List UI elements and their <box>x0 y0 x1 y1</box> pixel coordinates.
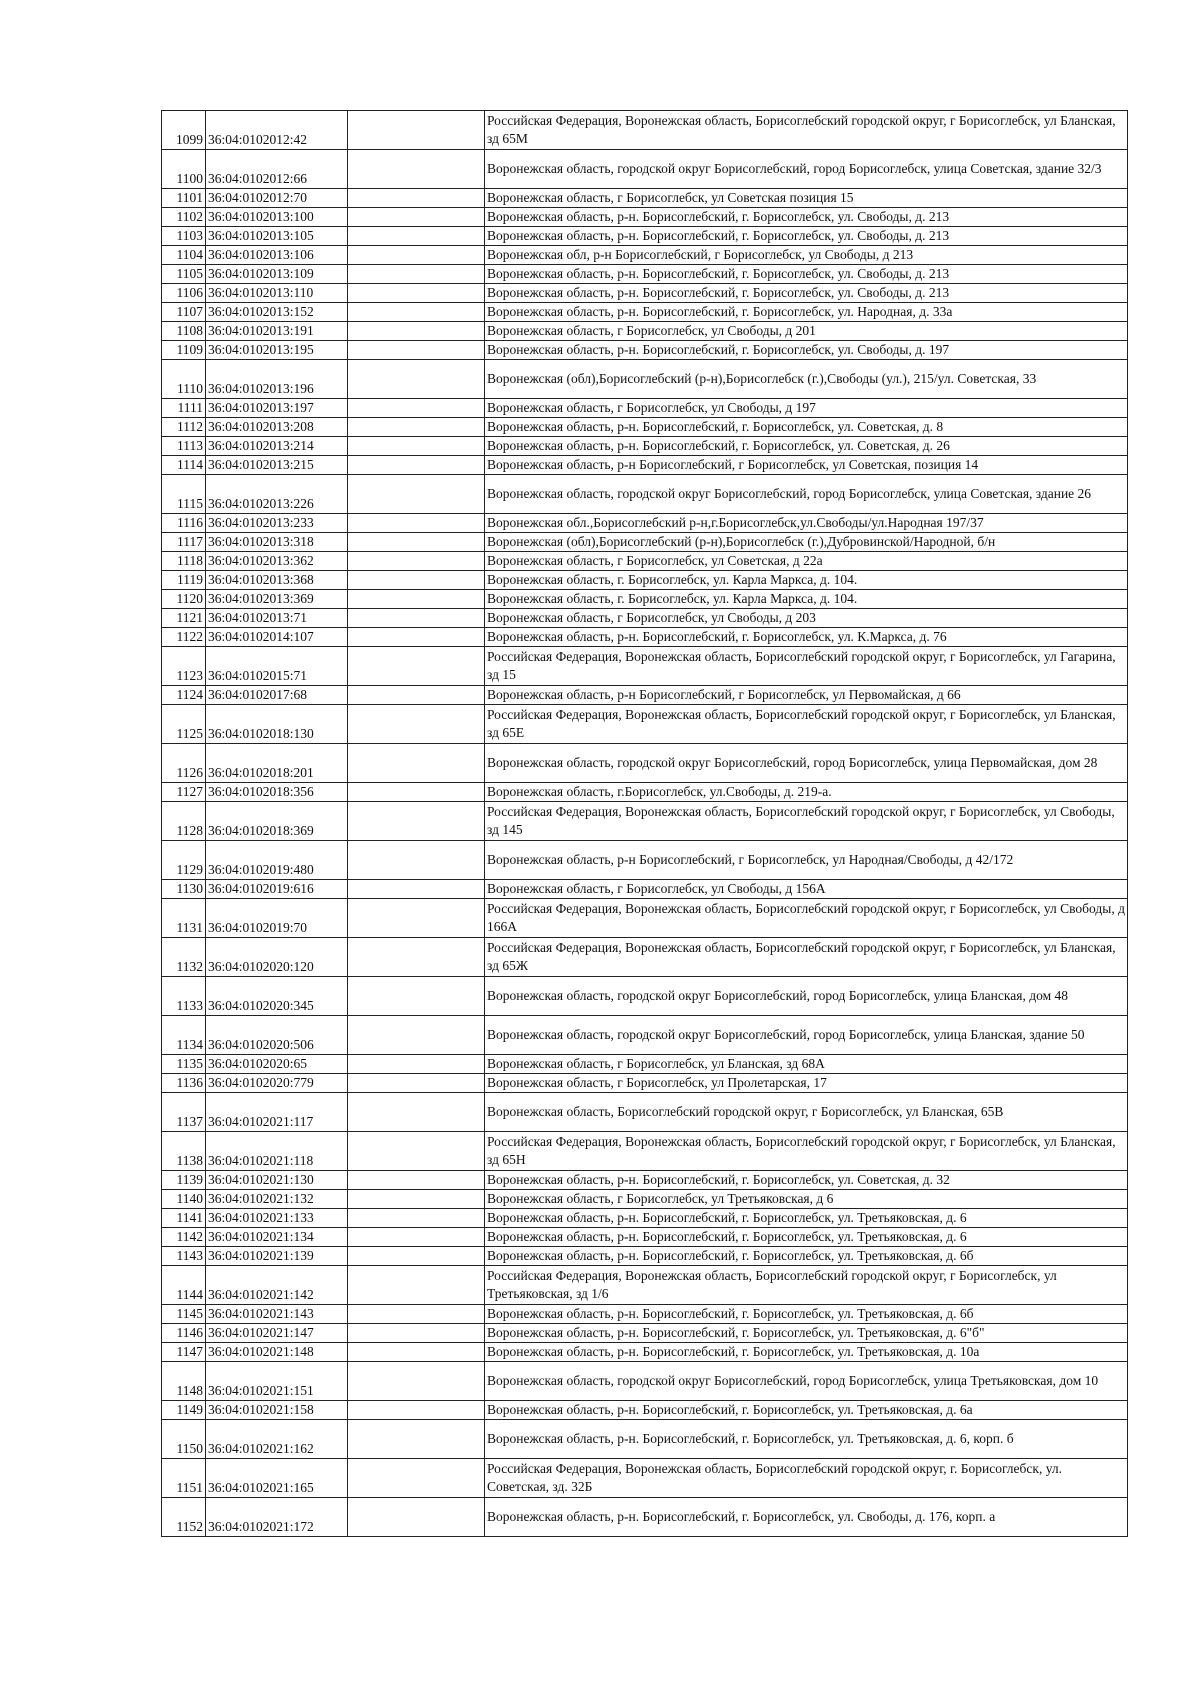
table-row <box>162 399 1128 418</box>
table-row <box>162 1459 1128 1498</box>
cadastral-number-cell: 36:04:0102020:120 <box>206 938 348 977</box>
cadastral-number-cell: 36:04:0102021:134 <box>206 1228 348 1247</box>
empty-cell <box>348 686 485 705</box>
empty-cell <box>348 880 485 899</box>
table-row <box>162 977 1128 1016</box>
table-row <box>162 456 1128 475</box>
cadastral-number-cell: 36:04:0102020:506 <box>206 1016 348 1055</box>
table-row <box>162 475 1128 514</box>
address-cell: Воронежская область, р-н. Борисоглебский, г. Борисоглебск, ул. Третьяковская, д. 6 <box>485 1209 1128 1228</box>
address-cell: Российская Федерация, Воронежская область, Борисоглебский городской округ, г Борисоглебск, ул Бланская, зд 65Н <box>485 1132 1128 1171</box>
cadastral-number-cell: 36:04:0102013:318 <box>206 533 348 552</box>
address-cell: Воронежская область, р-н Борисоглебский, г Борисоглебск, ул Первомайская, д 66 <box>485 686 1128 705</box>
empty-cell <box>348 1016 485 1055</box>
address-cell: Воронежская область, г. Борисоглебск, ул. Карла Маркса, д. 104. <box>485 571 1128 590</box>
table-row <box>162 284 1128 303</box>
empty-cell <box>348 552 485 571</box>
address-cell: Воронежская область, г Борисоглебск, ул Советская, д 22а <box>485 552 1128 571</box>
table-row <box>162 783 1128 802</box>
cadastral-number-cell: 36:04:0102013:105 <box>206 227 348 246</box>
cadastral-number-cell: 36:04:0102021:118 <box>206 1132 348 1171</box>
row-number-cell: 1116 <box>162 514 206 533</box>
address-cell: Воронежская область, г Борисоглебск, ул Третьяковская, д 6 <box>485 1190 1128 1209</box>
address-cell: Воронежская область, г.Борисоглебск, ул.Свободы, д. 219-а. <box>485 783 1128 802</box>
row-number-cell: 1147 <box>162 1343 206 1362</box>
empty-cell <box>348 1055 485 1074</box>
address-cell: Воронежская область, р-н. Борисоглебский, г. Борисоглебск, ул. Свободы, д. 197 <box>485 341 1128 360</box>
registry-table-body <box>162 111 1128 1537</box>
address-cell: Воронежская область, г Борисоглебск, ул Свободы, д 156А <box>485 880 1128 899</box>
empty-cell <box>348 783 485 802</box>
empty-cell <box>348 360 485 399</box>
cadastral-number-cell: 36:04:0102021:133 <box>206 1209 348 1228</box>
table-row <box>162 899 1128 938</box>
cadastral-number-cell: 36:04:0102018:369 <box>206 802 348 841</box>
empty-cell <box>348 1266 485 1305</box>
cadastral-number-cell: 36:04:0102018:201 <box>206 744 348 783</box>
row-number-cell: 1128 <box>162 802 206 841</box>
empty-cell <box>348 571 485 590</box>
cadastral-number-cell: 36:04:0102021:139 <box>206 1247 348 1266</box>
table-row <box>162 1016 1128 1055</box>
empty-cell <box>348 609 485 628</box>
row-number-cell: 1101 <box>162 189 206 208</box>
table-row <box>162 1074 1128 1093</box>
cadastral-number-cell: 36:04:0102012:66 <box>206 150 348 189</box>
empty-cell <box>348 533 485 552</box>
empty-cell <box>348 1420 485 1459</box>
address-cell: Российская Федерация, Воронежская область, Борисоглебский городской округ, г Борисоглебск, ул Бланская, зд 65М <box>485 111 1128 150</box>
table-row <box>162 647 1128 686</box>
cadastral-number-cell: 36:04:0102021:143 <box>206 1305 348 1324</box>
empty-cell <box>348 1459 485 1498</box>
row-number-cell: 1132 <box>162 938 206 977</box>
row-number-cell: 1115 <box>162 475 206 514</box>
row-number-cell: 1141 <box>162 1209 206 1228</box>
address-cell: Российская Федерация, Воронежская область, Борисоглебский городской округ, г Борисоглебск, ул Бланская, зд 65Е <box>485 705 1128 744</box>
cadastral-number-cell: 36:04:0102018:130 <box>206 705 348 744</box>
address-cell: Воронежская область, г Борисоглебск, ул Пролетарская, 17 <box>485 1074 1128 1093</box>
empty-cell <box>348 1074 485 1093</box>
table-row <box>162 246 1128 265</box>
empty-cell <box>348 899 485 938</box>
table-row <box>162 437 1128 456</box>
cadastral-number-cell: 36:04:0102013:362 <box>206 552 348 571</box>
row-number-cell: 1133 <box>162 977 206 1016</box>
address-cell: Воронежская область, р-н. Борисоглебский, г. Борисоглебск, ул. К.Маркса, д. 76 <box>485 628 1128 647</box>
address-cell: Воронежская область, городской округ Борисоглебский, город Борисоглебск, улица Советская, здание 32/3 <box>485 150 1128 189</box>
cadastral-number-cell: 36:04:0102021:172 <box>206 1498 348 1537</box>
table-row <box>162 303 1128 322</box>
address-cell: Воронежская область, городской округ Борисоглебский, город Борисоглебск, улица Третьяковская, дом 10 <box>485 1362 1128 1401</box>
empty-cell <box>348 744 485 783</box>
empty-cell <box>348 1324 485 1343</box>
cadastral-number-cell: 36:04:0102013:208 <box>206 418 348 437</box>
empty-cell <box>348 1132 485 1171</box>
row-number-cell: 1140 <box>162 1190 206 1209</box>
row-number-cell: 1130 <box>162 880 206 899</box>
row-number-cell: 1135 <box>162 1055 206 1074</box>
address-cell: Воронежская область, р-н. Борисоглебский, г. Борисоглебск, ул. Свободы, д. 176, корп. а <box>485 1498 1128 1537</box>
address-cell: Воронежская область, р-н. Борисоглебский, г. Борисоглебск, ул. Свободы, д. 213 <box>485 265 1128 284</box>
address-cell: Воронежская область, г Борисоглебск, ул Свободы, д 197 <box>485 399 1128 418</box>
empty-cell <box>348 1343 485 1362</box>
cadastral-number-cell: 36:04:0102013:191 <box>206 322 348 341</box>
empty-cell <box>348 418 485 437</box>
empty-cell <box>348 1247 485 1266</box>
empty-cell <box>348 246 485 265</box>
table-row <box>162 590 1128 609</box>
row-number-cell: 1121 <box>162 609 206 628</box>
cadastral-number-cell: 36:04:0102013:214 <box>206 437 348 456</box>
address-cell: Воронежская область, р-н. Борисоглебский, г. Борисоглебск, ул. Свободы, д. 213 <box>485 227 1128 246</box>
empty-cell <box>348 938 485 977</box>
row-number-cell: 1112 <box>162 418 206 437</box>
row-number-cell: 1127 <box>162 783 206 802</box>
empty-cell <box>348 802 485 841</box>
address-cell: Воронежская область, р-н. Борисоглебский, г. Борисоглебск, ул. Советская, д. 32 <box>485 1171 1128 1190</box>
cadastral-number-cell: 36:04:0102013:368 <box>206 571 348 590</box>
address-cell: Воронежская область, р-н. Борисоглебский, г. Борисоглебск, ул. Советская, д. 8 <box>485 418 1128 437</box>
address-cell: Воронежская область, р-н. Борисоглебский, г. Борисоглебск, ул. Свободы, д. 213 <box>485 284 1128 303</box>
row-number-cell: 1114 <box>162 456 206 475</box>
table-row <box>162 1228 1128 1247</box>
address-cell: Российская Федерация, Воронежская область, Борисоглебский городской округ, г Борисоглебск, ул Свободы, зд 145 <box>485 802 1128 841</box>
table-row <box>162 1171 1128 1190</box>
empty-cell <box>348 1171 485 1190</box>
address-cell: Воронежская область, р-н. Борисоглебский, г. Борисоглебск, ул. Третьяковская, д. 6а <box>485 1401 1128 1420</box>
table-row <box>162 1055 1128 1074</box>
row-number-cell: 1104 <box>162 246 206 265</box>
empty-cell <box>348 437 485 456</box>
empty-cell <box>348 150 485 189</box>
address-cell: Российская Федерация, Воронежская область, Борисоглебский городской округ, г. Борисоглебск, ул. Советская, зд. 32Б <box>485 1459 1128 1498</box>
address-cell: Российская Федерация, Воронежская область, Борисоглебский городской округ, г Борисоглебск, ул Гагарина, зд 15 <box>485 647 1128 686</box>
table-row <box>162 1343 1128 1362</box>
address-cell: Воронежская область, городской округ Борисоглебский, город Борисоглебск, улица Бланская, дом 48 <box>485 977 1128 1016</box>
row-number-cell: 1122 <box>162 628 206 647</box>
address-cell: Воронежская область, г Борисоглебск, ул Бланская, зд 68А <box>485 1055 1128 1074</box>
empty-cell <box>348 1209 485 1228</box>
empty-cell <box>348 628 485 647</box>
row-number-cell: 1139 <box>162 1171 206 1190</box>
table-row <box>162 628 1128 647</box>
table-row <box>162 1498 1128 1537</box>
row-number-cell: 1111 <box>162 399 206 418</box>
cadastral-number-cell: 36:04:0102013:233 <box>206 514 348 533</box>
row-number-cell: 1110 <box>162 360 206 399</box>
cadastral-number-cell: 36:04:0102020:65 <box>206 1055 348 1074</box>
address-cell: Воронежская область, р-н. Борисоглебский, г. Борисоглебск, ул. Свободы, д. 213 <box>485 208 1128 227</box>
address-cell: Воронежская область, Борисоглебский городской округ, г Борисоглебск, ул Бланская, 65В <box>485 1093 1128 1132</box>
cadastral-number-cell: 36:04:0102013:226 <box>206 475 348 514</box>
address-cell: Воронежская область, городской округ Борисоглебский, город Борисоглебск, улица Советская, здание 26 <box>485 475 1128 514</box>
row-number-cell: 1125 <box>162 705 206 744</box>
cadastral-number-cell: 36:04:0102013:109 <box>206 265 348 284</box>
address-cell: Воронежская область, г Борисоглебск, ул Свободы, д 201 <box>485 322 1128 341</box>
registry-table <box>161 110 1128 1537</box>
row-number-cell: 1119 <box>162 571 206 590</box>
empty-cell <box>348 1190 485 1209</box>
table-row <box>162 1420 1128 1459</box>
cadastral-number-cell: 36:04:0102021:148 <box>206 1343 348 1362</box>
row-number-cell: 1123 <box>162 647 206 686</box>
address-cell: Воронежская обл.,Борисоглебский р-н,г.Борисоглебск,ул.Свободы/ул.Народная 197/37 <box>485 514 1128 533</box>
cadastral-number-cell: 36:04:0102021:130 <box>206 1171 348 1190</box>
cadastral-number-cell: 36:04:0102021:132 <box>206 1190 348 1209</box>
table-row <box>162 1190 1128 1209</box>
address-cell: Воронежская область, р-н. Борисоглебский, г. Борисоглебск, ул. Третьяковская, д. 6б <box>485 1247 1128 1266</box>
cadastral-number-cell: 36:04:0102012:42 <box>206 111 348 150</box>
cadastral-number-cell: 36:04:0102020:779 <box>206 1074 348 1093</box>
row-number-cell: 1103 <box>162 227 206 246</box>
row-number-cell: 1142 <box>162 1228 206 1247</box>
table-row <box>162 1209 1128 1228</box>
row-number-cell: 1117 <box>162 533 206 552</box>
row-number-cell: 1152 <box>162 1498 206 1537</box>
table-row <box>162 1266 1128 1305</box>
row-number-cell: 1146 <box>162 1324 206 1343</box>
empty-cell <box>348 590 485 609</box>
table-row <box>162 1305 1128 1324</box>
row-number-cell: 1148 <box>162 1362 206 1401</box>
address-cell: Воронежская область, городской округ Борисоглебский, город Борисоглебск, улица Первомайская, дом 28 <box>485 744 1128 783</box>
table-row <box>162 744 1128 783</box>
table-row <box>162 609 1128 628</box>
address-cell: Воронежская область, р-н. Борисоглебский, г. Борисоглебск, ул. Третьяковская, д. 6б <box>485 1305 1128 1324</box>
address-cell: Воронежская область, р-н. Борисоглебский, г. Борисоглебск, ул. Третьяковская, д. 10а <box>485 1343 1128 1362</box>
row-number-cell: 1138 <box>162 1132 206 1171</box>
address-cell: Российская Федерация, Воронежская область, Борисоглебский городской округ, г Борисоглебск, ул Третьяковская, зд 1/6 <box>485 1266 1128 1305</box>
row-number-cell: 1108 <box>162 322 206 341</box>
table-row <box>162 111 1128 150</box>
row-number-cell: 1143 <box>162 1247 206 1266</box>
empty-cell <box>348 1401 485 1420</box>
empty-cell <box>348 322 485 341</box>
address-cell: Воронежская область, г Борисоглебск, ул Свободы, д 203 <box>485 609 1128 628</box>
table-row <box>162 841 1128 880</box>
row-number-cell: 1136 <box>162 1074 206 1093</box>
row-number-cell: 1144 <box>162 1266 206 1305</box>
row-number-cell: 1109 <box>162 341 206 360</box>
table-row <box>162 208 1128 227</box>
cadastral-number-cell: 36:04:0102013:195 <box>206 341 348 360</box>
table-row <box>162 341 1128 360</box>
table-row <box>162 552 1128 571</box>
row-number-cell: 1129 <box>162 841 206 880</box>
cadastral-number-cell: 36:04:0102013:152 <box>206 303 348 322</box>
table-row <box>162 802 1128 841</box>
address-cell: Российская Федерация, Воронежская область, Борисоглебский городской округ, г Борисоглебск, ул Свободы, д 166А <box>485 899 1128 938</box>
table-row <box>162 571 1128 590</box>
address-cell: Воронежская (обл),Борисоглебский (р-н),Борисоглебск (г.),Дубровинской/Народной, б/н <box>485 533 1128 552</box>
address-cell: Воронежская область, р-н Борисоглебский, г Борисоглебск, ул Народная/Свободы, д 42/172 <box>485 841 1128 880</box>
empty-cell <box>348 841 485 880</box>
row-number-cell: 1137 <box>162 1093 206 1132</box>
empty-cell <box>348 1093 485 1132</box>
address-cell: Воронежская (обл),Борисоглебский (р-н),Борисоглебск (г.),Свободы (ул.), 215/ул. Советская, 33 <box>485 360 1128 399</box>
address-cell: Российская Федерация, Воронежская область, Борисоглебский городской округ, г Борисоглебск, ул Бланская, зд 65Ж <box>485 938 1128 977</box>
table-row <box>162 227 1128 246</box>
empty-cell <box>348 303 485 322</box>
empty-cell <box>348 1362 485 1401</box>
empty-cell <box>348 647 485 686</box>
empty-cell <box>348 1305 485 1324</box>
cadastral-number-cell: 36:04:0102019:70 <box>206 899 348 938</box>
address-cell: Воронежская область, г Борисоглебск, ул Советская позиция 15 <box>485 189 1128 208</box>
empty-cell <box>348 456 485 475</box>
empty-cell <box>348 227 485 246</box>
cadastral-number-cell: 36:04:0102021:158 <box>206 1401 348 1420</box>
row-number-cell: 1118 <box>162 552 206 571</box>
cadastral-number-cell: 36:04:0102018:356 <box>206 783 348 802</box>
address-cell: Воронежская область, р-н. Борисоглебский, г. Борисоглебск, ул. Народная, д. 33а <box>485 303 1128 322</box>
empty-cell <box>348 284 485 303</box>
empty-cell <box>348 705 485 744</box>
cadastral-number-cell: 36:04:0102019:480 <box>206 841 348 880</box>
address-cell: Воронежская область, городской округ Борисоглебский, город Борисоглебск, улица Бланская, здание 50 <box>485 1016 1128 1055</box>
cadastral-number-cell: 36:04:0102021:151 <box>206 1362 348 1401</box>
cadastral-number-cell: 36:04:0102013:197 <box>206 399 348 418</box>
row-number-cell: 1126 <box>162 744 206 783</box>
address-cell: Воронежская область, р-н. Борисоглебский, г. Борисоглебск, ул. Третьяковская, д. 6 <box>485 1228 1128 1247</box>
empty-cell <box>348 189 485 208</box>
row-number-cell: 1100 <box>162 150 206 189</box>
row-number-cell: 1102 <box>162 208 206 227</box>
row-number-cell: 1099 <box>162 111 206 150</box>
address-cell: Воронежская область, р-н. Борисоглебский, г. Борисоглебск, ул. Третьяковская, д. 6"б" <box>485 1324 1128 1343</box>
cadastral-number-cell: 36:04:0102021:147 <box>206 1324 348 1343</box>
table-row <box>162 1247 1128 1266</box>
table-row <box>162 1132 1128 1171</box>
row-number-cell: 1113 <box>162 437 206 456</box>
row-number-cell: 1145 <box>162 1305 206 1324</box>
cadastral-number-cell: 36:04:0102013:71 <box>206 609 348 628</box>
cadastral-number-cell: 36:04:0102021:165 <box>206 1459 348 1498</box>
table-row <box>162 1362 1128 1401</box>
table-row <box>162 1324 1128 1343</box>
table-row <box>162 1401 1128 1420</box>
empty-cell <box>348 475 485 514</box>
row-number-cell: 1151 <box>162 1459 206 1498</box>
cadastral-number-cell: 36:04:0102013:106 <box>206 246 348 265</box>
address-cell: Воронежская область, р-н Борисоглебский, г Борисоглебск, ул Советская, позиция 14 <box>485 456 1128 475</box>
cadastral-number-cell: 36:04:0102021:142 <box>206 1266 348 1305</box>
row-number-cell: 1106 <box>162 284 206 303</box>
empty-cell <box>348 1228 485 1247</box>
row-number-cell: 1150 <box>162 1420 206 1459</box>
table-row <box>162 880 1128 899</box>
table-row <box>162 533 1128 552</box>
cadastral-number-cell: 36:04:0102021:162 <box>206 1420 348 1459</box>
table-row <box>162 514 1128 533</box>
cadastral-number-cell: 36:04:0102014:107 <box>206 628 348 647</box>
cadastral-number-cell: 36:04:0102020:345 <box>206 977 348 1016</box>
empty-cell <box>348 1498 485 1537</box>
table-row <box>162 938 1128 977</box>
table-row <box>162 1093 1128 1132</box>
table-row <box>162 360 1128 399</box>
table-row <box>162 189 1128 208</box>
table-row <box>162 150 1128 189</box>
cadastral-number-cell: 36:04:0102013:196 <box>206 360 348 399</box>
table-row <box>162 705 1128 744</box>
address-cell: Воронежская область, г. Борисоглебск, ул. Карла Маркса, д. 104. <box>485 590 1128 609</box>
cadastral-number-cell: 36:04:0102015:71 <box>206 647 348 686</box>
empty-cell <box>348 399 485 418</box>
row-number-cell: 1124 <box>162 686 206 705</box>
table-row <box>162 322 1128 341</box>
cadastral-number-cell: 36:04:0102021:117 <box>206 1093 348 1132</box>
table-row <box>162 418 1128 437</box>
address-cell: Воронежская область, р-н. Борисоглебский, г. Борисоглебск, ул. Третьяковская, д. 6, корп. б <box>485 1420 1128 1459</box>
row-number-cell: 1131 <box>162 899 206 938</box>
empty-cell <box>348 514 485 533</box>
row-number-cell: 1149 <box>162 1401 206 1420</box>
address-cell: Воронежская обл, р-н Борисоглебский, г Борисоглебск, ул Свободы, д 213 <box>485 246 1128 265</box>
cadastral-number-cell: 36:04:0102012:70 <box>206 189 348 208</box>
row-number-cell: 1120 <box>162 590 206 609</box>
cadastral-number-cell: 36:04:0102019:616 <box>206 880 348 899</box>
empty-cell <box>348 265 485 284</box>
row-number-cell: 1107 <box>162 303 206 322</box>
row-number-cell: 1105 <box>162 265 206 284</box>
table-row <box>162 265 1128 284</box>
empty-cell <box>348 341 485 360</box>
cadastral-number-cell: 36:04:0102013:369 <box>206 590 348 609</box>
cadastral-number-cell: 36:04:0102013:215 <box>206 456 348 475</box>
cadastral-number-cell: 36:04:0102013:110 <box>206 284 348 303</box>
cadastral-number-cell: 36:04:0102013:100 <box>206 208 348 227</box>
address-cell: Воронежская область, р-н. Борисоглебский, г. Борисоглебск, ул. Советская, д. 26 <box>485 437 1128 456</box>
empty-cell <box>348 111 485 150</box>
row-number-cell: 1134 <box>162 1016 206 1055</box>
empty-cell <box>348 977 485 1016</box>
table-row <box>162 686 1128 705</box>
cadastral-number-cell: 36:04:0102017:68 <box>206 686 348 705</box>
empty-cell <box>348 208 485 227</box>
